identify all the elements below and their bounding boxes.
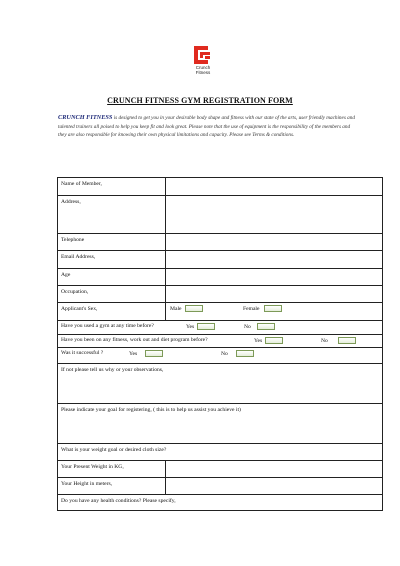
occupation-field[interactable]	[166, 286, 382, 302]
program-before-yes	[254, 337, 283, 344]
gym-before-yes-checkbox[interactable]	[197, 323, 215, 330]
goal-field[interactable]	[58, 404, 382, 443]
successful-yes	[129, 350, 163, 357]
logo-line2: Fitness	[195, 70, 211, 75]
gym-before-no-checkbox[interactable]	[257, 323, 275, 330]
age-label: Age	[58, 269, 166, 285]
gym-before-yes	[186, 323, 215, 330]
intro-brand: CRUNCH FITNESS	[58, 114, 113, 121]
row-age	[58, 269, 382, 286]
program-before-no	[321, 337, 356, 344]
female-checkbox[interactable]	[264, 305, 282, 312]
registration-form-table	[57, 177, 383, 511]
program-before-no-checkbox[interactable]	[338, 337, 356, 344]
age-field[interactable]	[166, 269, 382, 285]
name-label: Name of Member,	[58, 178, 166, 195]
gym-before-yes-label: Yes	[186, 323, 195, 330]
telephone-field[interactable]	[166, 234, 382, 250]
male-checkbox[interactable]	[185, 305, 203, 312]
row-telephone	[58, 234, 382, 251]
successful-label: Was it successful ?	[61, 350, 104, 356]
successful-yes-checkbox[interactable]	[145, 350, 163, 357]
successful-line	[58, 348, 382, 363]
address-label: Address,	[58, 196, 166, 233]
row-observations	[58, 364, 382, 404]
form-title: CRUNCH FITNESS GYM REGISTRATION FORM	[107, 96, 293, 105]
row-gym-before	[58, 321, 382, 335]
female-label: Female	[243, 305, 260, 312]
male-option	[170, 305, 203, 312]
row-health	[58, 495, 382, 510]
gym-before-label: Have you used a gym at any time before?	[61, 323, 154, 329]
gym-before-no	[244, 323, 275, 330]
goal-label: Please indicate your goal for registering, ( this is to help us assist you achieve it)	[61, 407, 241, 413]
observations-field[interactable]	[58, 364, 382, 403]
successful-no-label: No	[221, 350, 228, 357]
female-option	[243, 305, 282, 312]
program-before-no-label: No	[321, 337, 328, 344]
row-program-before	[58, 335, 382, 348]
present-weight-field[interactable]	[166, 461, 382, 477]
weight-goal-field[interactable]	[58, 444, 382, 460]
name-field[interactable]	[166, 178, 382, 195]
row-name	[58, 178, 382, 196]
row-address	[58, 196, 382, 234]
row-weight-goal	[58, 444, 382, 461]
health-field[interactable]	[58, 495, 382, 510]
sex-options	[166, 303, 382, 320]
row-goal	[58, 404, 382, 444]
logo-line1: Crunch	[195, 65, 211, 70]
observations-label: If not please tell us why or your observations,	[61, 367, 164, 373]
row-occupation	[58, 286, 382, 303]
successful-yes-label: Yes	[129, 350, 138, 357]
email-field[interactable]	[166, 251, 382, 268]
row-successful	[58, 348, 382, 364]
program-before-yes-label: Yes	[254, 337, 263, 344]
row-sex	[58, 303, 382, 321]
intro-text: is designed to get you in your desirable body shape and fitness with our state of the arts, user friendly machines and talented trainers all poised to help you keep fit and look great. Please note that the use of equipment is the responsibility of the members and they are also responsible for knowing their own physical limitations and capacity. Please see Terms & conditions.	[58, 115, 355, 139]
height-label: Your Height in meters,	[58, 478, 166, 494]
logo-text	[183, 65, 223, 75]
successful-no	[221, 350, 254, 357]
program-before-yes-checkbox[interactable]	[265, 337, 283, 344]
program-before-label: Have you been on any fitness, work out and diet program before?	[61, 337, 208, 343]
present-weight-label: Your Present Weight in KG,	[58, 461, 166, 477]
occupation-label: Occupation,	[58, 286, 166, 302]
row-height	[58, 478, 382, 495]
address-field[interactable]	[166, 196, 382, 233]
row-email	[58, 251, 382, 269]
program-before-line	[58, 335, 382, 347]
gym-before-no-label: No	[244, 323, 251, 330]
health-label: Do you have any health conditions? Please specify,	[61, 498, 176, 504]
email-label: Email Address,	[58, 251, 166, 268]
weight-goal-label: What is your weight goal or desired cloth size?	[61, 447, 167, 453]
sex-label: Applicant's Sex,	[58, 303, 166, 320]
intro-paragraph	[58, 114, 358, 140]
telephone-label: Telephone	[58, 234, 166, 250]
successful-no-checkbox[interactable]	[236, 350, 254, 357]
height-field[interactable]	[166, 478, 382, 494]
row-present-weight	[58, 461, 382, 478]
male-label: Male	[170, 305, 182, 312]
gym-before-line	[58, 321, 382, 334]
